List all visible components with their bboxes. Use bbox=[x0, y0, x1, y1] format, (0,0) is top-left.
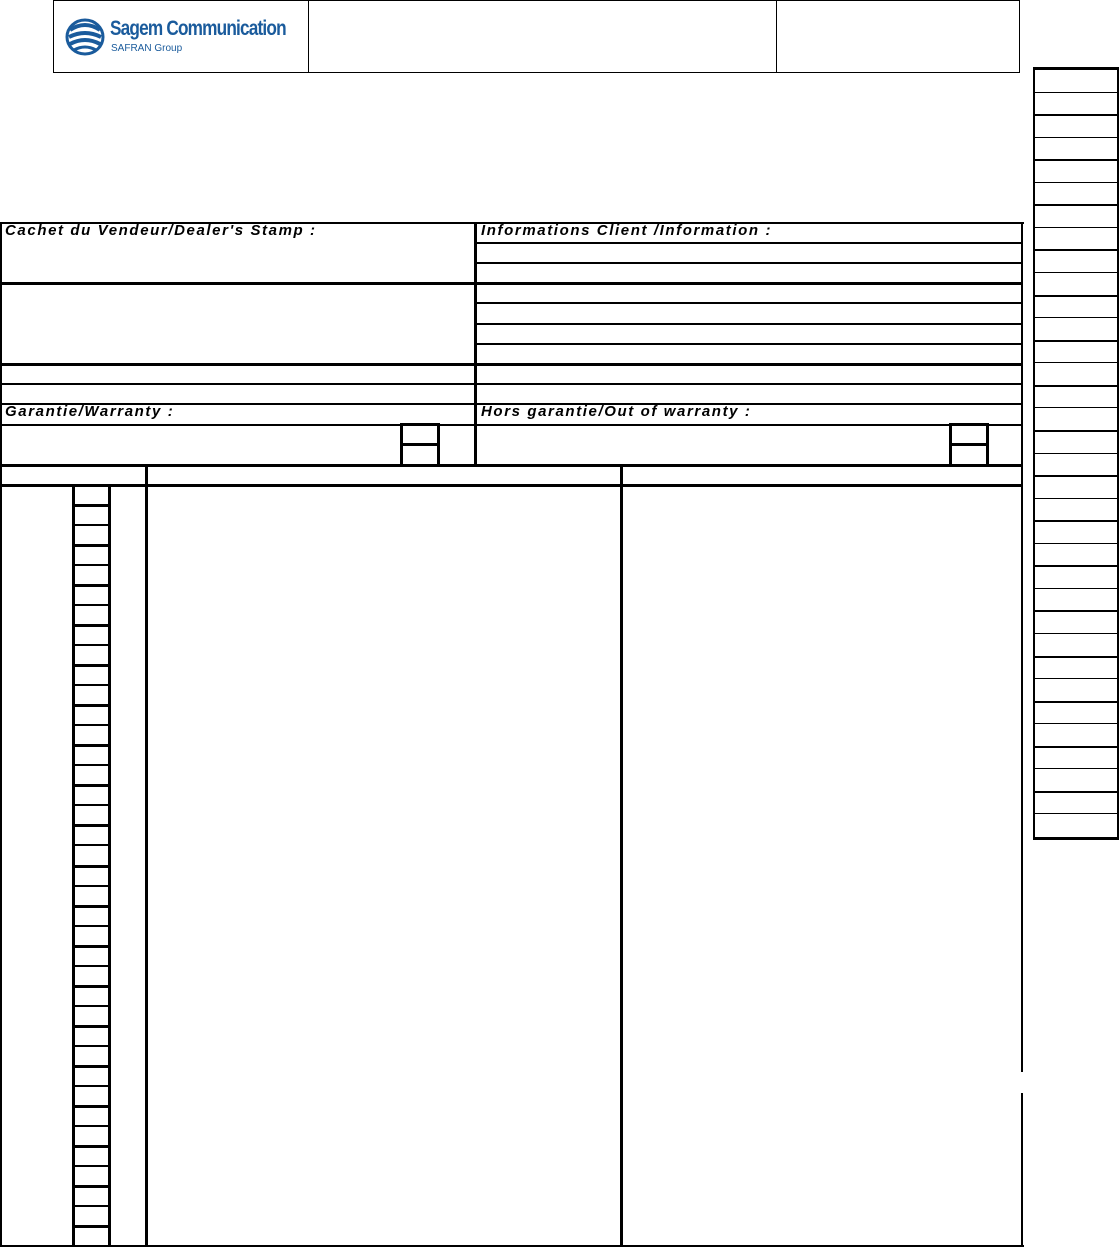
client-info-label: Informations Client /Information : bbox=[481, 222, 773, 239]
right-column-cell-divider bbox=[1035, 610, 1117, 612]
client-info-field-2[interactable] bbox=[480, 264, 1018, 281]
item-checkbox[interactable] bbox=[74, 746, 108, 763]
right-column-cell-divider bbox=[1035, 475, 1117, 477]
item-checkbox[interactable] bbox=[74, 967, 108, 984]
client-info-field-1[interactable] bbox=[480, 244, 1018, 261]
right-column-cell-divider bbox=[1035, 272, 1117, 273]
item-checkbox[interactable] bbox=[74, 907, 108, 924]
right-column-cell-divider bbox=[1035, 182, 1117, 183]
out-of-warranty-label: Hors garantie/Out of warranty : bbox=[481, 403, 752, 420]
right-column-cell-divider bbox=[1035, 701, 1117, 703]
client-info-field-5[interactable] bbox=[480, 325, 1018, 342]
item-checkbox[interactable] bbox=[74, 686, 108, 703]
item-checkbox[interactable] bbox=[74, 726, 108, 743]
client-info-field-4[interactable] bbox=[480, 304, 1018, 322]
item-checkbox[interactable] bbox=[74, 1067, 108, 1084]
header-bar bbox=[53, 0, 1020, 73]
right-column-cell-divider bbox=[1035, 813, 1117, 814]
warranty-label: Garantie/Warranty : bbox=[5, 403, 175, 420]
item-checkbox[interactable] bbox=[74, 1207, 108, 1224]
right-column-cell-divider bbox=[1035, 362, 1117, 363]
item-checkbox[interactable] bbox=[74, 927, 108, 944]
right-column-cell-divider bbox=[1035, 588, 1117, 589]
form-right-border-top bbox=[1021, 222, 1023, 1072]
item-checkbox[interactable] bbox=[74, 766, 108, 783]
item-checkbox[interactable] bbox=[74, 526, 108, 543]
item-checkbox[interactable] bbox=[74, 1027, 108, 1044]
right-column-cell-divider bbox=[1035, 453, 1117, 454]
client-info-field-6[interactable] bbox=[480, 345, 1018, 362]
item-checkbox[interactable] bbox=[74, 786, 108, 803]
item-checkbox[interactable] bbox=[74, 867, 108, 884]
item-checkbox[interactable] bbox=[74, 506, 108, 523]
item-checkbox[interactable] bbox=[74, 1007, 108, 1024]
table-column-remarks[interactable] bbox=[625, 488, 1019, 1243]
right-column-cell-divider bbox=[1035, 340, 1117, 342]
item-checkbox[interactable] bbox=[74, 626, 108, 643]
right-column-cell-divider bbox=[1035, 633, 1117, 634]
item-checkbox[interactable] bbox=[74, 806, 108, 823]
right-column-cell-divider bbox=[1035, 746, 1117, 748]
dealer-stamp-field[interactable] bbox=[4, 244, 470, 280]
item-checkbox[interactable] bbox=[74, 486, 108, 503]
header-ref-cell bbox=[777, 1, 1019, 72]
item-checkbox[interactable] bbox=[74, 1227, 108, 1244]
item-checkbox[interactable] bbox=[74, 1087, 108, 1104]
item-checkbox[interactable] bbox=[74, 947, 108, 964]
right-column-cell-divider bbox=[1035, 159, 1117, 161]
sagem-logo-icon bbox=[64, 17, 106, 57]
item-checkbox[interactable] bbox=[74, 887, 108, 904]
right-column-cell-divider bbox=[1035, 204, 1117, 206]
item-checkbox[interactable] bbox=[74, 826, 108, 843]
right-column-cell-divider bbox=[1035, 407, 1117, 408]
right-column-cell-divider bbox=[1035, 723, 1117, 724]
right-column-cell-divider bbox=[1035, 565, 1117, 567]
item-checkbox[interactable] bbox=[74, 1187, 108, 1204]
item-checkbox[interactable] bbox=[74, 706, 108, 723]
item-checkbox-column bbox=[74, 486, 108, 1247]
dealer-stamp-label: Cachet du Vendeur/Dealer's Stamp : bbox=[5, 222, 317, 239]
right-column-cell-divider bbox=[1035, 295, 1117, 297]
header-title-cell bbox=[309, 1, 777, 72]
item-checkbox[interactable] bbox=[74, 846, 108, 863]
logo-subtext: SAFRAN Group bbox=[111, 43, 183, 54]
right-column-grid bbox=[1033, 67, 1119, 840]
right-column-cell-divider bbox=[1035, 317, 1117, 318]
item-checkbox[interactable] bbox=[74, 1167, 108, 1184]
item-checkbox[interactable] bbox=[74, 646, 108, 663]
item-checkbox[interactable] bbox=[74, 1047, 108, 1064]
item-checkbox[interactable] bbox=[74, 1147, 108, 1164]
item-checkbox[interactable] bbox=[74, 566, 108, 583]
table-column-description[interactable] bbox=[150, 488, 618, 1243]
right-column-cell-divider bbox=[1035, 114, 1117, 116]
client-info-field-3[interactable] bbox=[480, 285, 1018, 301]
form-right-border-bottom bbox=[1021, 1093, 1023, 1247]
right-column-cell-divider bbox=[1035, 678, 1117, 679]
logo-cell bbox=[54, 1, 309, 72]
right-column-cell-divider bbox=[1035, 249, 1117, 251]
right-column-cell-divider bbox=[1035, 768, 1117, 769]
item-checkbox[interactable] bbox=[74, 606, 108, 623]
item-checkbox[interactable] bbox=[74, 666, 108, 683]
right-column-cell-divider bbox=[1035, 137, 1117, 138]
right-column-cell-divider bbox=[1035, 656, 1117, 658]
right-column-cell-divider bbox=[1035, 227, 1117, 228]
right-column-cell-divider bbox=[1035, 385, 1117, 387]
right-column-cell-divider bbox=[1035, 520, 1117, 522]
item-checkbox[interactable] bbox=[74, 1127, 108, 1144]
logo-text: Sagem Communication bbox=[110, 17, 286, 40]
dealer-info-field[interactable] bbox=[4, 287, 470, 361]
right-column-cell-divider bbox=[1035, 791, 1117, 793]
item-checkbox[interactable] bbox=[74, 586, 108, 603]
right-column-cell-divider bbox=[1035, 92, 1117, 93]
item-checkbox[interactable] bbox=[74, 987, 108, 1004]
item-checkbox[interactable] bbox=[74, 1107, 108, 1124]
right-column-cell-divider bbox=[1035, 430, 1117, 432]
right-column-cell-divider bbox=[1035, 543, 1117, 544]
item-checkbox[interactable] bbox=[74, 546, 108, 563]
right-column-cell-divider bbox=[1035, 498, 1117, 499]
